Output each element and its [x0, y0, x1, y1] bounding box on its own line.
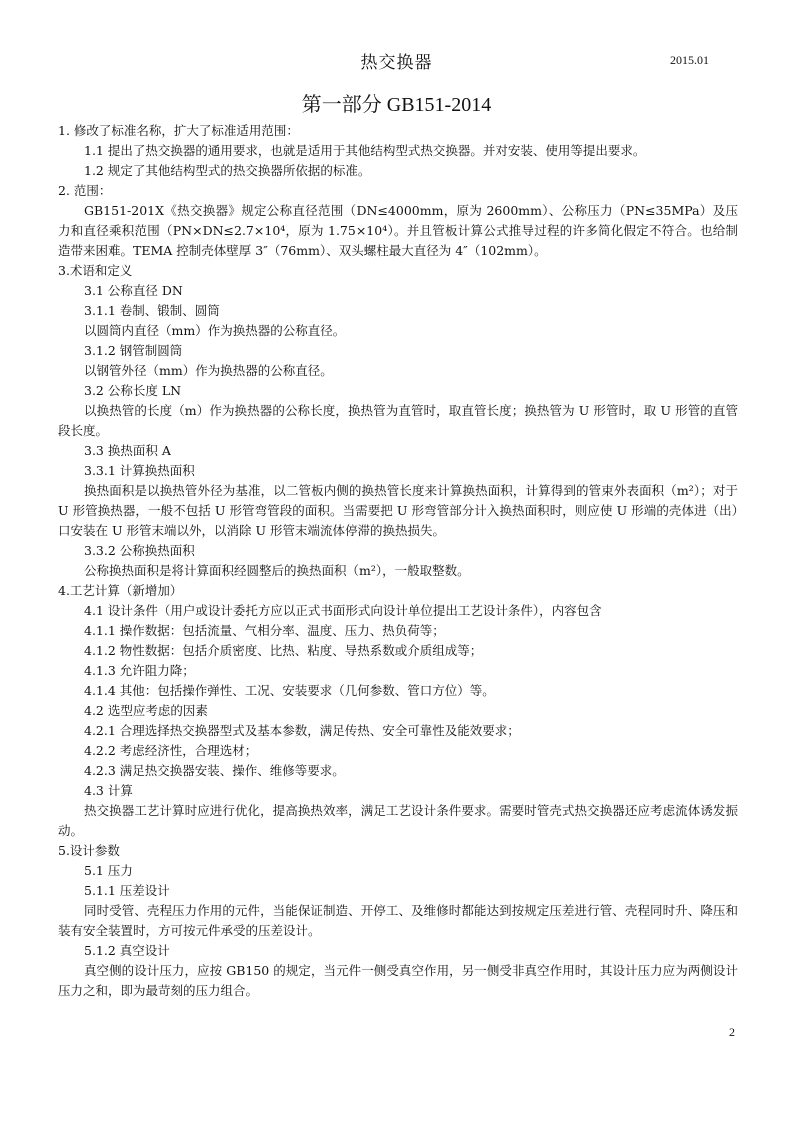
document-title: 热交换器 — [360, 53, 433, 73]
paragraph: 3.1 公称直径 DN — [84, 283, 183, 298]
paragraph: 2. 范围： — [58, 183, 112, 198]
paragraph: GB151-201X《热交换器》规定公称直径范围（DN≤4000mm，原为 2600mm）、公称压力（PN≤35MPa）及压力和直径乘积范围（PN×DN≤2.7×10⁴，原为 1.75×10⁴）。并且管板计算公式推导过程的许多简化假定不符合。也给制造带来困难。TEMA 控制壳体壁厚 3″（76mm）、双头螺柱最大直径为 4″（102mm）。 — [58, 203, 738, 258]
paragraph: 4.2.2 考虑经济性，合理选材； — [84, 743, 258, 758]
page-header — [0, 48, 793, 74]
paragraph: 换热面积是以换热管外径为基准，以二管板内侧的换热管长度来计算换热面积，计算得到的管束外表面积（m²）；对于 U 形管换热器，一般不包括 U 形管弯管段的面积。当需要把 U 形弯管部分计入换热面积时，则应使 U 形端的壳体进（出）口安装在 U 形管末端以外，以消除 U 形管末端流体停滞的换热损失。 — [58, 483, 742, 538]
paragraph: 以圆筒内直径（mm）作为换热器的公称直径。 — [84, 323, 346, 338]
paragraph: 热交换器工艺计算时应进行优化，提高换热效率，满足工艺设计条件要求。需要时管壳式热交换器还应考虑流体诱发振动。 — [58, 803, 738, 838]
paragraph: 4.1.2 物性数据：包括介质密度、比热、粘度、导热系数或介质组成等； — [84, 643, 483, 658]
paragraph: 真空侧的设计压力，应按 GB150 的规定，当元件一侧受真空作用，另一侧受非真空作用时，其设计压力应为两侧设计压力之和，即为最苛刻的压力组合。 — [58, 963, 738, 998]
paragraph: 3.1.1 卷制、锻制、圆筒 — [84, 303, 220, 318]
paragraph: 3.3.1 计算换热面积 — [84, 463, 195, 478]
paragraph: 4.2 选型应考虑的因素 — [84, 703, 208, 718]
paragraph: 以钢管外径（mm）作为换热器的公称直径。 — [84, 363, 333, 378]
paragraph: 3.3.2 公称换热面积 — [84, 543, 195, 558]
document-date: 2015.01 — [670, 53, 709, 67]
paragraph: 3.2 公称长度 LN — [84, 383, 182, 398]
paragraph: 5.1 压力 — [84, 863, 133, 878]
part-heading: 第一部分 GB151-2014 — [301, 94, 492, 116]
paragraph: 1.1 提出了热交换器的通用要求，也就是适用于其他结构型式热交换器。并对安装、使用等提出要求。 — [84, 143, 646, 158]
section-heading: 5.设计参数 — [58, 843, 120, 858]
paragraph: 4.1.3 允许阻力降； — [84, 663, 195, 678]
paragraph: 3.1.2 钢管制圆筒 — [84, 343, 183, 358]
paragraph: 5.1.1 压差设计 — [84, 883, 170, 898]
paragraph: 4.1 设计条件（用户或设计委托方应以正式书面形式向设计单位提出工艺设计条件），内容包含 — [84, 603, 602, 618]
paragraph: 4.1.4 其他：包括操作弹性、工况、安装要求（几何参数、管口方位）等。 — [84, 683, 495, 698]
paragraph: 4.2.1 合理选择热交换器型式及基本参数，满足传热、安全可靠性及能效要求； — [84, 723, 520, 738]
document-body — [58, 121, 742, 1001]
paragraph: 3.3 换热面积 A — [84, 443, 171, 458]
paragraph: 4.2.3 满足热交换器安装、操作、维修等要求。 — [84, 763, 345, 778]
paragraph: 5.1.2 真空设计 — [84, 943, 170, 958]
paragraph: 公称换热面积是将计算面积经圆整后的换热面积（m²），一般取整数。 — [84, 563, 470, 578]
paragraph: 4.3 计算 — [84, 783, 133, 798]
paragraph: 以换热管的长度（m）作为换热器的公称长度，换热管为直管时，取直管长度；换热管为 U 形管时，取 U 形管的直管段长度。 — [58, 403, 738, 438]
section-heading: 3.术语和定义 — [58, 263, 133, 278]
paragraph: 同时受管、壳程压力作用的元件，当能保证制造、开停工、及维修时都能达到按规定压差进行管、壳程同时升、降压和装有安全装置时，方可按元件承受的压差设计。 — [58, 903, 738, 938]
paragraph: 1.2 规定了其他结构型式的热交换器所依据的标准。 — [84, 163, 371, 178]
section-heading: 4.工艺计算（新增加） — [58, 583, 183, 598]
paragraph: 4.1.1 操作数据：包括流量、气相分率、温度、压力、热负荷等； — [84, 623, 445, 638]
page-number: 2 — [729, 1025, 735, 1039]
paragraph: 1. 修改了标准名称，扩大了标准适用范围： — [58, 123, 299, 138]
